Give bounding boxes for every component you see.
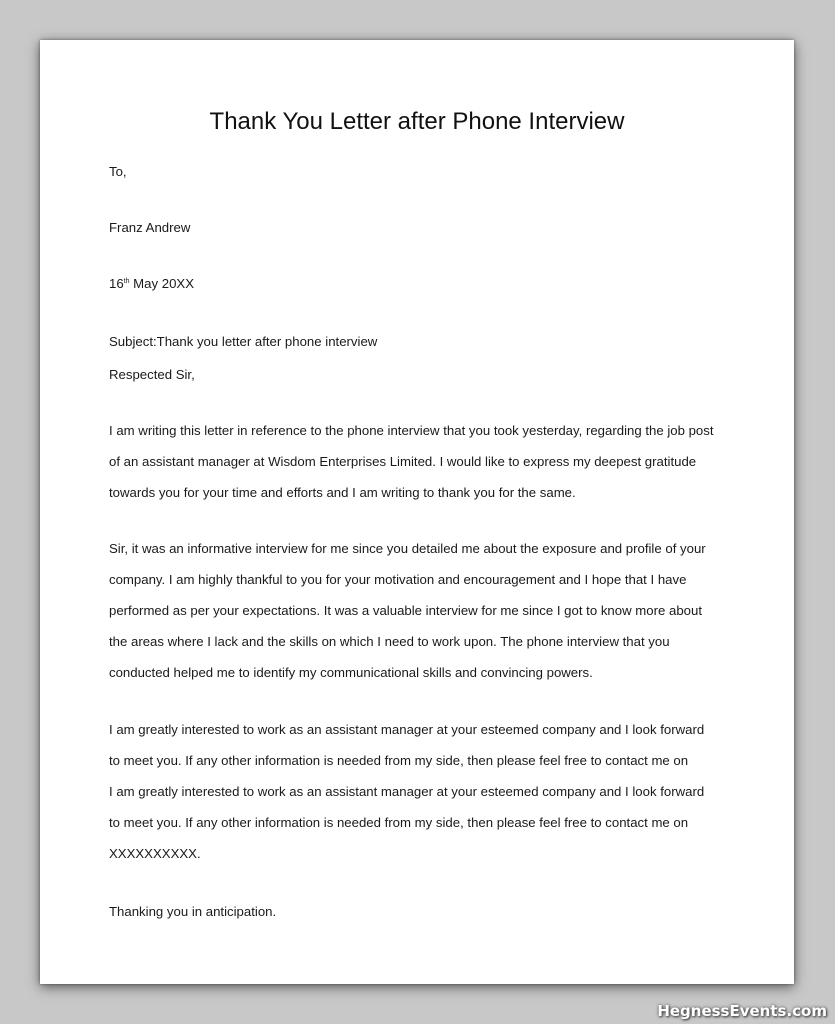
paragraph3-line: I am greatly interested to work as an assistant manager at your esteemed company and I look forward bbox=[109, 784, 705, 799]
salutation-to: To, bbox=[109, 164, 127, 179]
greeting: Respected Sir, bbox=[109, 367, 195, 382]
recipient-name: Franz Andrew bbox=[109, 220, 191, 235]
paragraph1-line: of an assistant manager at Wisdom Enterprises Limited. I would like to express my deepest gratitude bbox=[109, 454, 697, 469]
paragraph2-line: Sir, it was an informative interview for me since you detailed me about the exposure and profile of your bbox=[109, 541, 706, 556]
closing-line: Thanking you in anticipation. bbox=[109, 904, 277, 919]
paragraph3-line: XXXXXXXXXX. bbox=[109, 846, 201, 861]
date-suffix: th bbox=[123, 278, 130, 285]
paragraph2-line: conducted helped me to identify my communicational skills and convincing powers. bbox=[109, 665, 593, 680]
date-day: 16 bbox=[109, 276, 124, 291]
paragraph2-line: company. I am highly thankful to you for your motivation and encouragement and I hope that I have bbox=[109, 572, 687, 587]
paragraph3-line: to meet you. If any other information is needed from my side, then please feel free to contact me on bbox=[109, 753, 689, 768]
document-title: Thank You Letter after Phone Interview bbox=[209, 108, 625, 135]
date-rest: May 20XX bbox=[129, 276, 195, 291]
subject-line: Subject:Thank you letter after phone interview bbox=[109, 334, 378, 349]
letter-date bbox=[109, 276, 194, 291]
paragraph1-line: I am writing this letter in reference to the phone interview that you took yesterday, regarding the job post bbox=[109, 423, 714, 438]
paragraph3-line: to meet you. If any other information is needed from my side, then please feel free to contact me on bbox=[109, 815, 689, 830]
watermark: HegnessEvents.com bbox=[657, 1002, 827, 1020]
paragraph1-line: towards you for your time and efforts and I am writing to thank you for the same. bbox=[109, 485, 576, 500]
letter-page bbox=[40, 40, 794, 984]
paragraph2-line: performed as per your expectations. It was a valuable interview for me since I got to know more about bbox=[109, 603, 702, 618]
paragraph3-line: I am greatly interested to work as an assistant manager at your esteemed company and I look forward bbox=[109, 722, 705, 737]
paragraph2-line: the areas where I lack and the skills on which I need to work upon. The phone interview that you bbox=[109, 634, 670, 649]
